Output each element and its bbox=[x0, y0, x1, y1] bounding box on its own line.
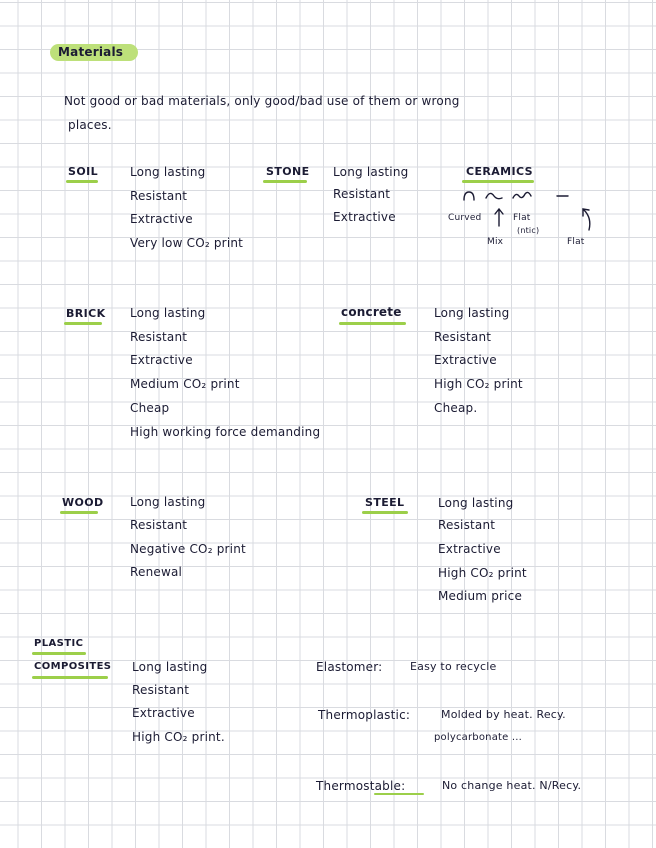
steel-prop: Long lasting bbox=[438, 496, 514, 510]
steel-prop: High CO₂ print bbox=[438, 566, 527, 580]
stone-prop: Extractive bbox=[333, 210, 396, 224]
brick-underline bbox=[64, 322, 102, 325]
stone-prop: Long lasting bbox=[333, 165, 409, 179]
brick-prop: Resistant bbox=[130, 330, 188, 344]
intro-line-1: Not good or bad materials, only good/bad use of them or wrong bbox=[64, 94, 460, 108]
thermostable-text: No change heat. N/Recy. bbox=[442, 779, 582, 792]
steel-prop: Resistant bbox=[438, 518, 496, 532]
thermoplastic-label: Thermoplastic: bbox=[318, 708, 411, 722]
composites-underline bbox=[32, 676, 108, 679]
plastic-underline bbox=[32, 652, 86, 655]
soil-prop: Extractive bbox=[130, 212, 193, 226]
ceramics-mix: Mix bbox=[487, 237, 504, 247]
steel-prop: Medium price bbox=[438, 589, 523, 603]
wood-heading: WOOD bbox=[62, 496, 104, 509]
brick-heading: BRICK bbox=[66, 307, 106, 320]
steel-heading: STEEL bbox=[365, 496, 405, 509]
stone-underline bbox=[263, 180, 307, 183]
concrete-heading: concrete bbox=[341, 305, 402, 319]
flat-ntic-tile-icon bbox=[513, 192, 531, 198]
ceramics-underline bbox=[462, 180, 534, 183]
soil-prop: Long lasting bbox=[130, 165, 206, 179]
brick-prop: High working force demanding bbox=[130, 425, 321, 439]
ceramics-heading: CERAMICS bbox=[466, 165, 534, 178]
plastic-prop: Extractive bbox=[132, 706, 195, 720]
soil-underline bbox=[66, 180, 98, 183]
flat-arrow-icon bbox=[583, 209, 590, 230]
wood-prop: Renewal bbox=[130, 565, 183, 579]
elastomer-text: Easy to recycle bbox=[410, 660, 497, 673]
plastic-heading: PLASTIC bbox=[34, 638, 84, 649]
brick-prop: Medium CO₂ print bbox=[130, 377, 240, 391]
mix-arrow-icon bbox=[495, 209, 503, 226]
soil-heading: SOIL bbox=[68, 165, 98, 178]
composites-heading: COMPOSITES bbox=[34, 661, 112, 672]
wood-underline bbox=[60, 511, 98, 514]
wood-prop: Resistant bbox=[130, 518, 188, 532]
steel-prop: Extractive bbox=[438, 542, 501, 556]
thermoplastic-text: Molded by heat. Recy. bbox=[441, 708, 566, 721]
thermostable-label: Thermostable: bbox=[316, 779, 406, 793]
intro-line-2: places. bbox=[68, 118, 112, 132]
concrete-prop: Long lasting bbox=[434, 306, 510, 320]
concrete-prop: Extractive bbox=[434, 353, 497, 367]
thermostable-underline bbox=[374, 793, 424, 795]
concrete-prop: Cheap. bbox=[434, 401, 478, 415]
steel-underline bbox=[362, 511, 408, 514]
ceramics-curved: Curved bbox=[448, 213, 482, 223]
wood-prop: Long lasting bbox=[130, 495, 206, 509]
brick-prop: Cheap bbox=[130, 401, 170, 415]
stone-prop: Resistant bbox=[333, 187, 391, 201]
soil-prop: Very low CO₂ print bbox=[130, 236, 244, 250]
wood-prop: Negative CO₂ print bbox=[130, 542, 246, 556]
mixed-tile-icon bbox=[486, 193, 502, 198]
page-title: Materials bbox=[58, 45, 124, 59]
curved-tile-icon bbox=[464, 192, 474, 200]
soil-prop: Resistant bbox=[130, 189, 188, 203]
ceramics-flat-ntic: Flat bbox=[513, 213, 531, 223]
concrete-underline bbox=[339, 322, 406, 325]
ceramics-flat: Flat bbox=[567, 237, 585, 247]
thermoplastic-example: polycarbonate ... bbox=[434, 732, 523, 743]
elastomer-label: Elastomer: bbox=[316, 660, 383, 674]
concrete-prop: High CO₂ print bbox=[434, 377, 523, 391]
ceramics-ntic-note: (ntic) bbox=[517, 226, 540, 235]
concrete-prop: Resistant bbox=[434, 330, 492, 344]
plastic-prop: High CO₂ print. bbox=[132, 730, 225, 744]
stone-heading: STONE bbox=[266, 165, 310, 178]
brick-prop: Long lasting bbox=[130, 306, 206, 320]
brick-prop: Extractive bbox=[130, 353, 193, 367]
plastic-prop: Resistant bbox=[132, 683, 190, 697]
plastic-prop: Long lasting bbox=[132, 660, 208, 674]
